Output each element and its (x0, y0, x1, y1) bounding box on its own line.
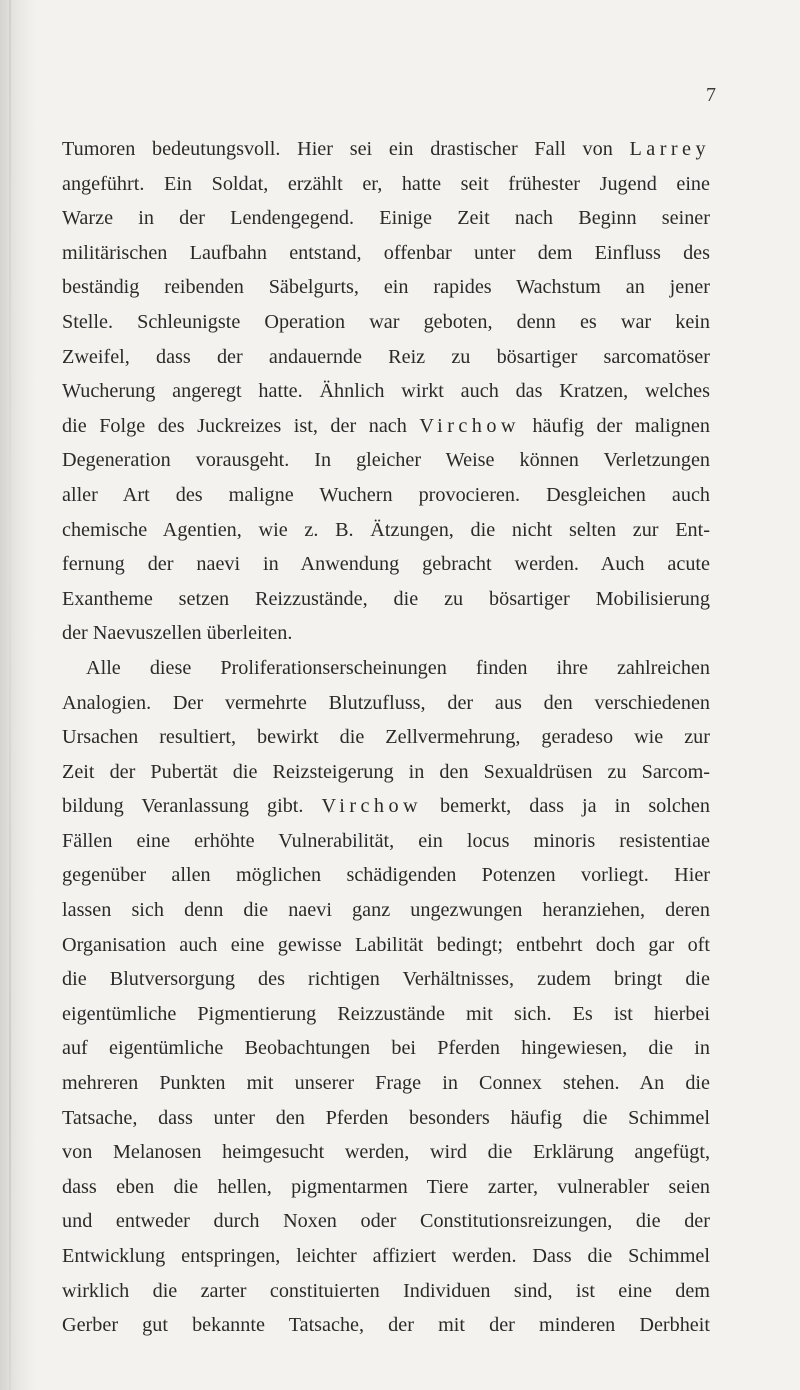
text-line: wirklich die zarter constituierten Individuen sind, ist eine dem (62, 1279, 710, 1302)
text-line: beständig reibenden Säbelgurts, ein rapides Wachstum an jener (62, 276, 710, 299)
text-line: angeführt. Ein Soldat, erzählt er, hatte seit frühester Jugend eine (62, 172, 710, 195)
text-line: eigentümliche Pigmentierung Reizzustände mit sich. Es ist hierbei (62, 1002, 710, 1025)
text-line: Exantheme setzen Reizzustände, die zu bösartiger Mobilisierung (62, 587, 710, 610)
text-line: aller Art des maligne Wuchern provocieren. Desgleichen auch (62, 483, 710, 506)
text-line: Wucherung angeregt hatte. Ähnlich wirkt auch das Kratzen, welches (62, 380, 710, 403)
page-number: 7 (706, 84, 716, 106)
paragraph-last-line: der Naevuszellen überleiten. (62, 622, 293, 645)
text-line: mehreren Punkten mit unserer Frage in Connex stehen. An die (62, 1072, 710, 1095)
text-line: Entwicklung entspringen, leichter affiziert werden. Dass die Schimmel (62, 1245, 710, 1267)
text-line: Organisation auch eine gewisse Labilität bedingt; entbehrt doch gar oft (62, 933, 710, 956)
text-line: fernung der naevi in Anwendung gebracht werden. Auch acute (62, 553, 710, 576)
text-line: von Melanosen heimgesucht werden, wird die Erklärung angefügt, (62, 1141, 710, 1164)
text-line: chemische Agentien, wie z. B. Ätzungen, die nicht selten zur Ent- (62, 518, 710, 541)
text-line: Warze in der Lendengegend. Einige Zeit nach Beginn seiner (62, 207, 710, 230)
body-text (62, 132, 710, 1343)
text-line: die Folge des Juckreizes ist, der nach Virchow häufig der malignen (62, 414, 710, 437)
text-line: Fällen eine erhöhte Vulnerabilität, ein locus minoris resistentiae (62, 829, 710, 852)
text-line: lassen sich denn die naevi ganz ungezwungen heranziehen, deren (62, 899, 710, 922)
scan-binding-shadow (9, 0, 11, 1390)
text-line: Ursachen resultiert, bewirkt die Zellvermehrung, geradeso wie zur (62, 726, 710, 749)
text-line: die Blutversorgung des richtigen Verhältnisses, zudem bringt die (62, 968, 710, 991)
text-line: militärischen Laufbahn entstand, offenbar unter dem Einfluss des (62, 241, 710, 264)
paragraph-first-line: Alle diese Proliferationserscheinungen finden ihre zahlreichen (86, 656, 710, 679)
text-line: gegenüber allen möglichen schädigenden Potenzen vorliegt. Hier (62, 864, 710, 887)
text-line: und entweder durch Noxen oder Constitutionsreizungen, die der (62, 1210, 710, 1233)
scan-page-edge (0, 0, 36, 1390)
text-line: Degeneration vorausgeht. In gleicher Weise können Verletzungen (62, 449, 710, 472)
text-line: Zweifel, dass der andauernde Reiz zu bösartiger sarcomatöser (62, 345, 710, 368)
text-line: Analogien. Der vermehrte Blutzufluss, der aus den verschiedenen (62, 691, 710, 714)
text-line: Tumoren bedeutungsvoll. Hier sei ein drastischer Fall von Larrey (62, 138, 710, 160)
text-line: Zeit der Pubertät die Reizsteigerung in den Sexualdrüsen zu Sarcom- (62, 760, 710, 783)
text-line: Gerber gut bekannte Tatsache, der mit der minderen Derbheit (62, 1314, 710, 1337)
text-line: Stelle. Schleunigste Operation war geboten, denn es war kein (62, 310, 710, 333)
text-line: auf eigentümliche Beobachtungen bei Pferden hingewiesen, die in (62, 1037, 710, 1060)
text-line: bildung Veranlassung gibt. Virchow bemerkt, dass ja in solchen (62, 795, 710, 818)
text-line: dass eben die hellen, pigmentarmen Tiere zarter, vulnerabler seien (62, 1175, 710, 1198)
spaced-name: Larrey (629, 138, 710, 160)
text-line: Tatsache, dass unter den Pferden besonders häufig die Schimmel (62, 1106, 710, 1129)
spaced-name: Virchow (419, 414, 520, 437)
spaced-name: Virchow (321, 795, 423, 818)
